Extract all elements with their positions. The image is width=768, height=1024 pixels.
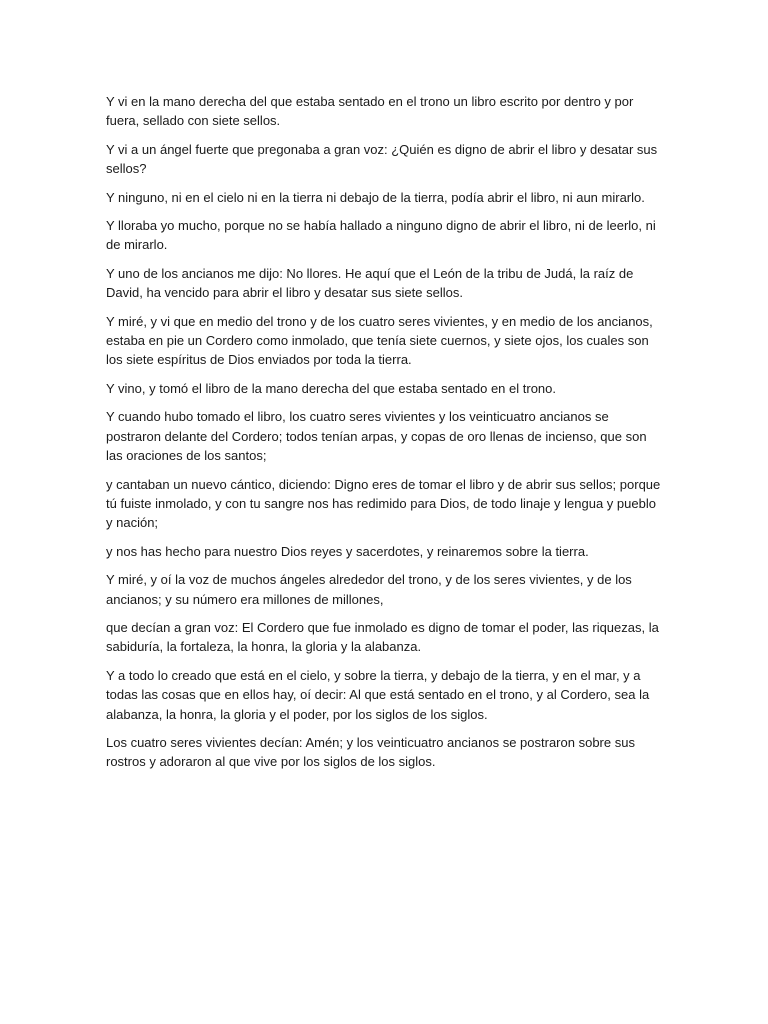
- paragraph-12: que decían a gran voz: El Cordero que fue inmolado es digno de tomar el poder, las riquezas, la sabiduría, la fortaleza, la honra, la gloria y la alabanza.: [106, 619, 659, 655]
- paragraph-8: Y cuando hubo tomado el libro, los cuatro seres vivientes y los veinticuatro ancianos se postraron delante del Cordero; todos tenían arpas, y copas de oro llenas de incienso, que son las oraciones de los santos;: [106, 409, 647, 464]
- paragraph-9: y cantaban un nuevo cántico, diciendo: Digno eres de tomar el libro y de abrir sus sellos; porque tú fuiste inmolado, y con tu sangre nos has redimido para Dios, de todo linaje y lengua y pueblo y nación;: [106, 476, 661, 531]
- paragraph-6: Y miré, y vi que en medio del trono y de los cuatro seres vivientes, y en medio de los ancianos, estaba en pie un Cordero como inmolado, que tenía siete cuernos, y siete ojos, los cuales son los siete espíritus de Dios enviados por toda la tierra.: [106, 313, 653, 368]
- paragraph-4: Y lloraba yo mucho, porque no se había hallado a ninguno digno de abrir el libro, ni de leerlo, ni de mirarlo.: [106, 218, 656, 253]
- paragraph-7: Y vino, y tomó el libro de la mano derecha del que estaba sentado en el trono.: [106, 380, 556, 396]
- paragraph-3: Y ninguno, ni en el cielo ni en la tierra ni debajo de la tierra, podía abrir el libro, ni aun mirarlo.: [106, 189, 645, 205]
- paragraph-13: Y a todo lo creado que está en el cielo, y sobre la tierra, y debajo de la tierra, y en el mar, y a todas las cosas que en ellos hay, oí decir: Al que está sentado en el trono, y al Cordero, sea la alabanza, la honra, la gloria y el poder, por los siglos de los siglos.: [106, 667, 650, 722]
- paragraph-1: Y vi en la mano derecha del que estaba sentado en el trono un libro escrito por dentro y por fuera, sellado con siete sellos.: [106, 94, 634, 129]
- paragraph-2: Y vi a un ángel fuerte que pregonaba a gran voz: ¿Quién es digno de abrir el libro y desatar sus sellos?: [106, 141, 658, 177]
- paragraph-10: y nos has hecho para nuestro Dios reyes y sacerdotes, y reinaremos sobre la tierra.: [106, 543, 589, 559]
- paragraph-14: Los cuatro seres vivientes decían: Amén; y los veinticuatro ancianos se postraron sobre sus rostros y adoraron al que vive por los siglos de los siglos.: [106, 734, 635, 770]
- paragraph-5: Y uno de los ancianos me dijo: No llores. He aquí que el León de la tribu de Judá, la raíz de David, ha vencido para abrir el libro y desatar sus siete sellos.: [106, 265, 634, 301]
- paragraph-11: Y miré, y oí la voz de muchos ángeles alrededor del trono, y de los seres vivientes, y de los ancianos; y su número era millones de millones,: [106, 572, 632, 607]
